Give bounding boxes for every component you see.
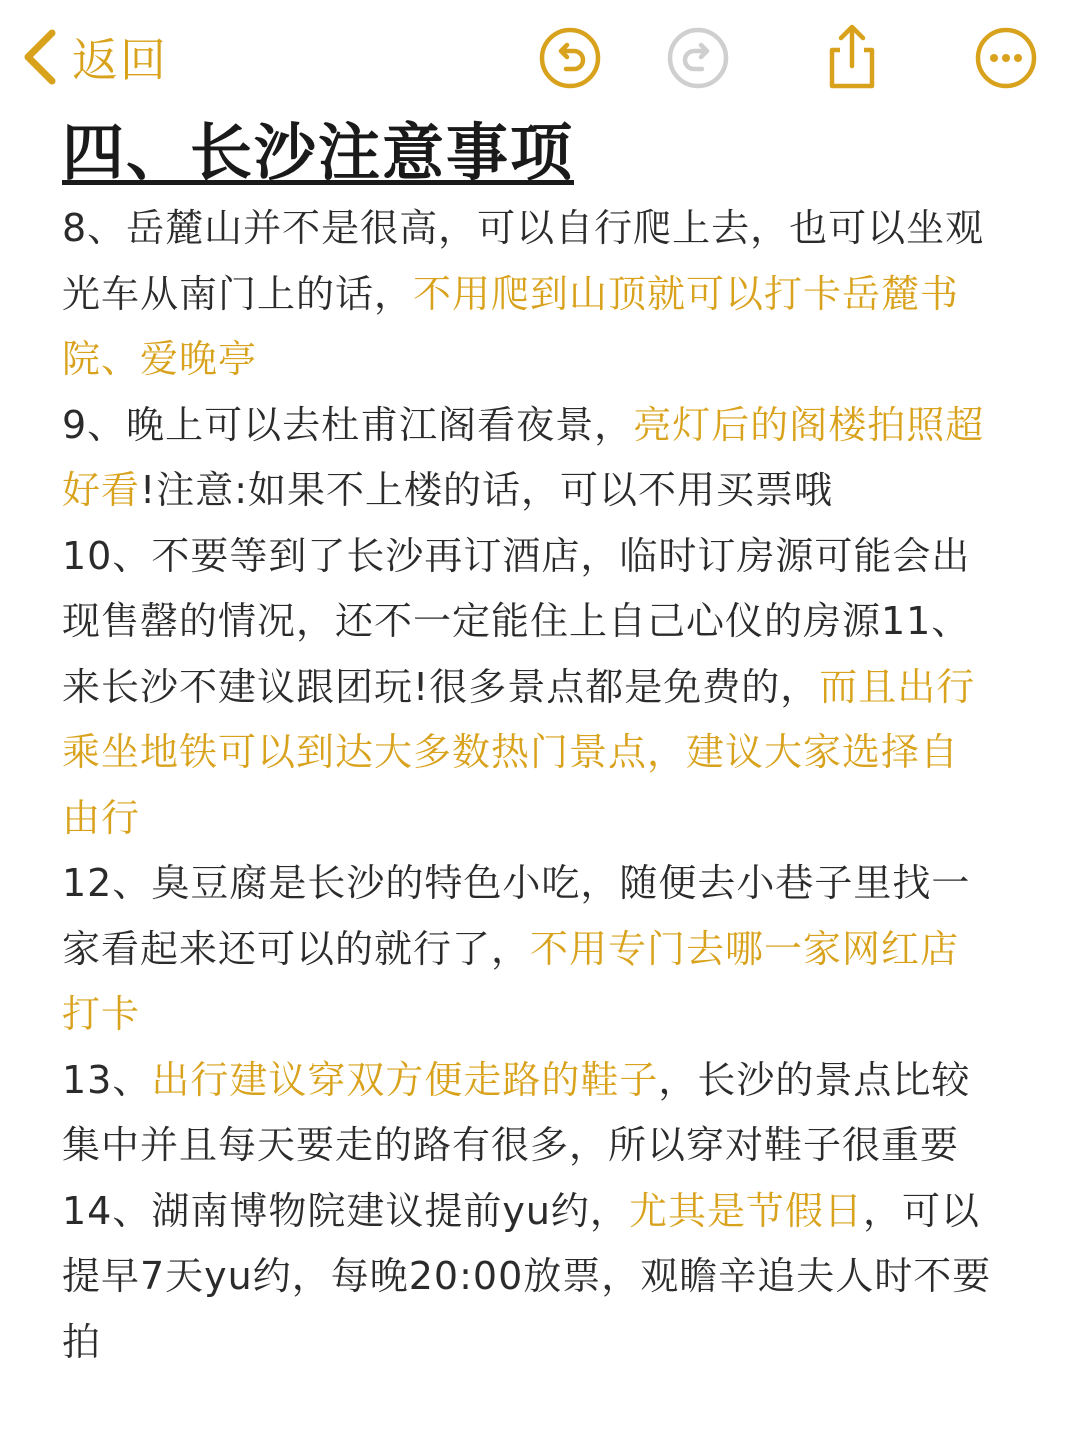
share-icon[interactable] [820, 22, 884, 86]
note-item-highlight: 不用专门去哪一家网红店打卡 [62, 926, 960, 1036]
note-body[interactable] [62, 112, 992, 1375]
note-item-13 [62, 1048, 992, 1179]
note-item-text: 12、臭豆腐是长沙的特色小吃，随便去小巷子里找一家看起来还可以的就行了， [62, 861, 971, 971]
back-label: 返回 [72, 33, 168, 87]
chevron-left-icon [20, 27, 58, 87]
note-item-8 [62, 196, 992, 393]
back-button[interactable] [20, 22, 168, 92]
note-item-text-end: ，长沙的景点比较集中并且每天要走的路有很多，所以穿对鞋子很重要 [62, 1057, 971, 1167]
note-item-text: 9、晚上可以去杜甫江阁看夜景， [62, 402, 634, 447]
note-heading: 四、长沙注意事项 [62, 116, 575, 189]
note-item-9 [62, 393, 992, 524]
note-item-14 [62, 1179, 992, 1376]
undo-icon[interactable] [538, 26, 602, 90]
note-item-highlight: 尤其是节假日 [628, 1188, 863, 1233]
note-item-highlight: 亮灯后的阁楼拍照超好看 [62, 402, 985, 512]
redo-icon[interactable] [666, 26, 730, 90]
note-item-text-end: ，可以提早7天yu约，每晚20:00放票，观瞻辛追夫人时不要拍 [62, 1188, 992, 1364]
more-icon[interactable] [974, 26, 1038, 90]
note-item-10-11 [62, 524, 992, 852]
note-item-12 [62, 851, 992, 1048]
note-item-highlight: 出行建议穿双方便走路的鞋子 [151, 1057, 659, 1102]
note-item-highlight: 而且出行乘坐地铁可以到达大多数热门景点，建议大家选择自由行 [62, 664, 976, 840]
note-item-text: 8、岳麓山并不是很高，可以自行爬上去，也可以坐观光车从南门上的话， [62, 206, 985, 316]
note-item-text-end: !注意:如果不上楼的话，可以不用买票哦 [140, 468, 834, 512]
note-item-text: 14、湖南博物院建议提前yu约， [62, 1188, 629, 1233]
note-item-text: 13、 [62, 1057, 152, 1102]
note-item-highlight: 不用爬到山顶就可以打卡岳麓书院、爱晚亭 [62, 271, 960, 381]
note-toolbar [0, 0, 1080, 110]
note-item-text: 10、不要等到了长沙再订酒店，临时订房源可能会出现售罄的情况，还不一定能住上自己心仪的房源11、来长沙不建议跟团玩!很多景点都是免费的， [62, 533, 971, 709]
